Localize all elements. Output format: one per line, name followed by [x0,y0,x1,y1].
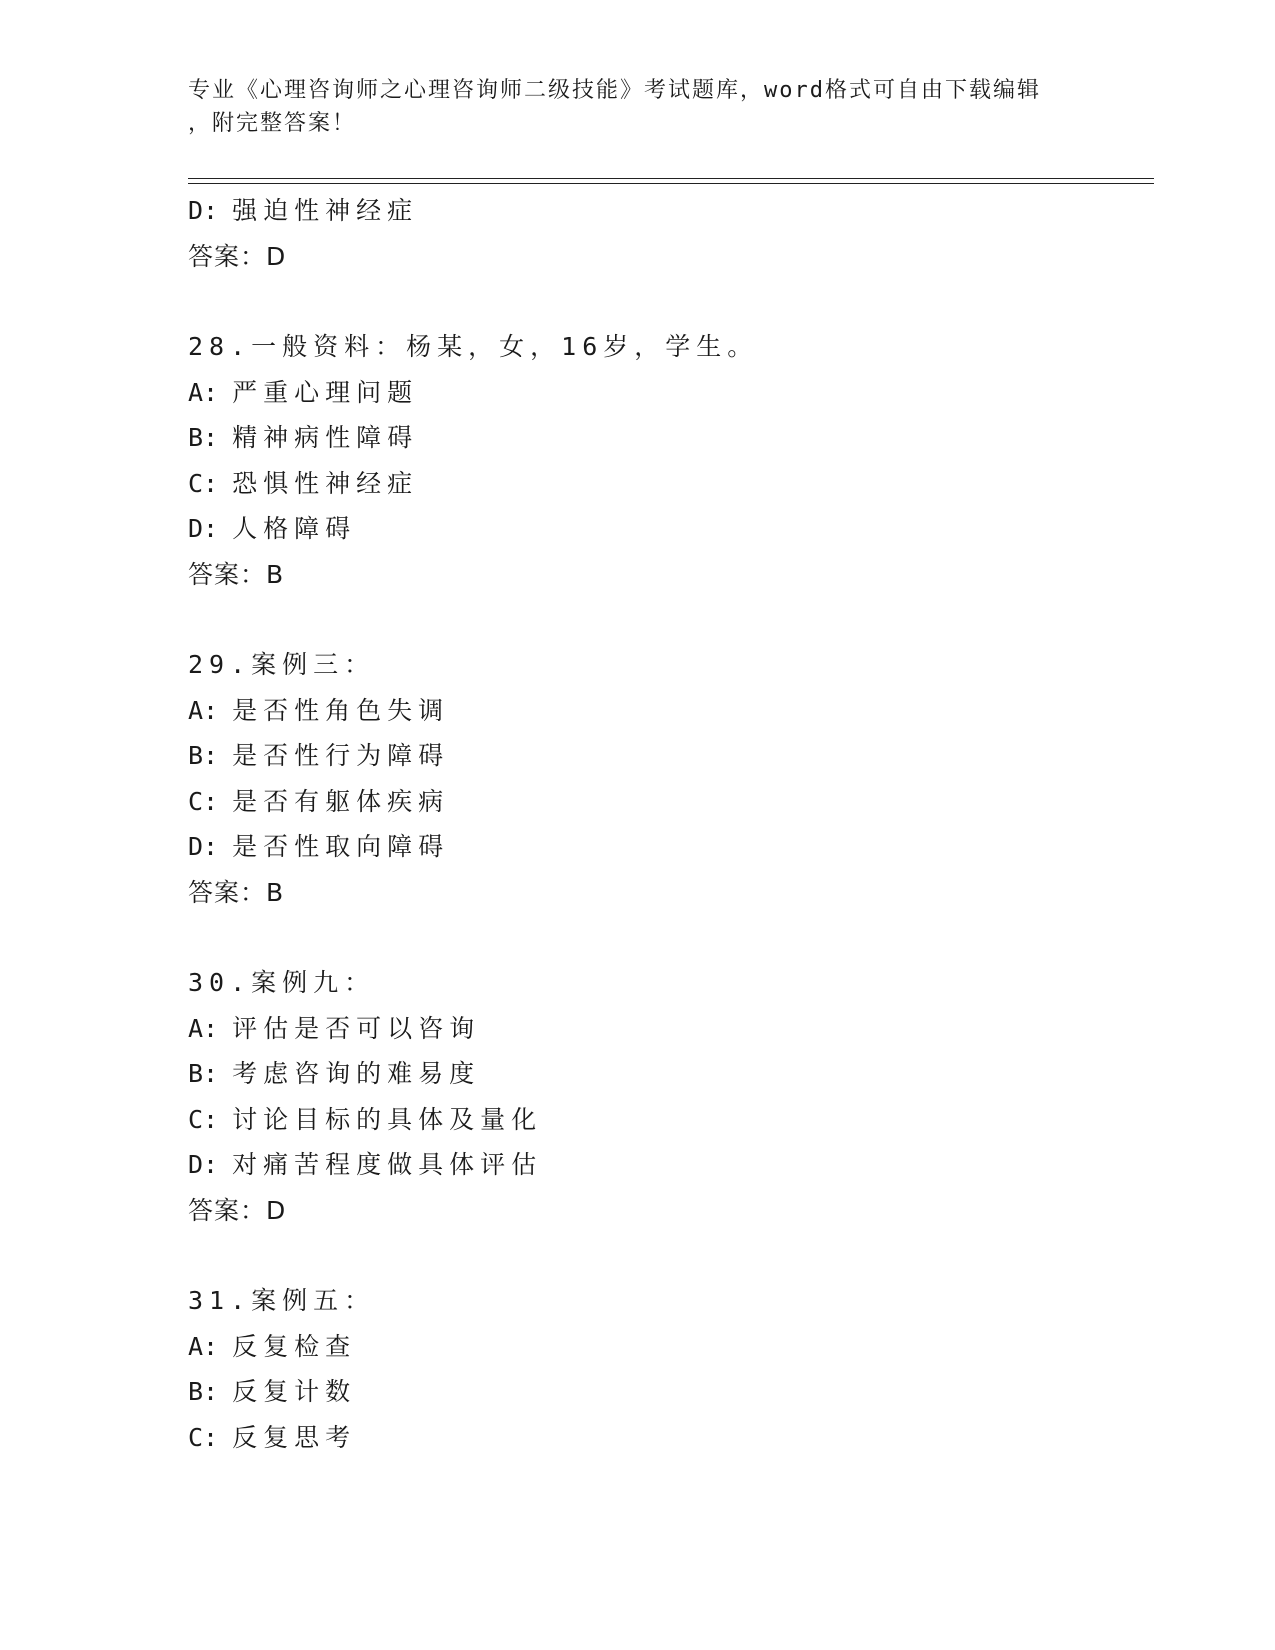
option-text: 是否有躯体疾病 [232,786,450,816]
option-key: B: [188,423,219,452]
option-text: 考虑咨询的难易度 [232,1059,481,1088]
option-d [188,824,1154,870]
answer-line: 答案：B [188,877,285,907]
option-a [188,1006,1154,1052]
option-text: 评估是否可以咨询 [232,1013,481,1043]
question-stem: 29.案例三： [188,650,376,679]
option-key: A: [188,377,219,407]
option-key: C: [188,786,219,816]
answer-line: 答案：D [188,1195,287,1225]
option-text: 反复计数 [232,1377,357,1406]
option-d [188,188,1154,234]
option-text: 是否性取向障碍 [232,832,450,861]
option-key: D: [188,832,219,861]
answer-line: 答案：B [188,559,285,589]
option-a [188,370,1154,416]
option-key: D: [188,196,219,225]
option-key: D: [188,1150,219,1179]
option-b [188,733,1154,779]
option-text: 反复检查 [232,1331,357,1361]
option-key: A: [188,695,219,725]
option-c [188,1415,1154,1461]
option-key: A: [188,1331,219,1361]
option-c [188,461,1154,507]
option-text: 精神病性障碍 [232,423,419,452]
question-stem: 30.案例九： [188,968,376,997]
option-a [188,1324,1154,1370]
option-c [188,779,1154,825]
answer-line: 答案：D [188,241,287,271]
option-text: 人格障碍 [232,514,357,543]
option-b [188,415,1154,461]
option-b [188,1369,1154,1415]
option-key: C: [188,1422,219,1452]
option-c [188,1097,1154,1143]
option-d [188,506,1154,552]
question-list [188,188,1154,1460]
option-key: D: [188,514,219,543]
option-a [188,688,1154,734]
header-divider-top [188,178,1154,179]
option-text: 恐惧性神经症 [232,468,419,498]
document-header [188,74,1088,140]
option-key: B: [188,1377,219,1406]
option-key: A: [188,1013,219,1043]
question-stem: 31.案例五： [188,1286,376,1315]
option-d [188,1142,1154,1188]
option-b [188,1051,1154,1097]
option-text: 讨论目标的具体及量化 [232,1104,543,1134]
option-key: B: [188,1059,219,1088]
option-text: 严重心理问题 [232,377,419,407]
option-key: C: [188,1104,219,1134]
option-text: 是否性角色失调 [232,695,450,725]
option-text: 强迫性神经症 [232,196,419,225]
option-text: 对痛苦程度做具体评估 [232,1150,543,1179]
option-key: B: [188,741,219,770]
header-title-line2: ，附完整答案！ [188,111,357,136]
option-text: 反复思考 [232,1422,357,1452]
option-text: 是否性行为障碍 [232,741,450,770]
header-title-line1: 专业《心理咨询师之心理咨询师二级技能》考试题库，word格式可自由下载编辑 [188,78,1041,103]
option-key: C: [188,468,219,498]
question-stem: 28.一般资料：杨某，女，16岁，学生。 [188,332,759,361]
header-divider-bottom [188,183,1154,184]
